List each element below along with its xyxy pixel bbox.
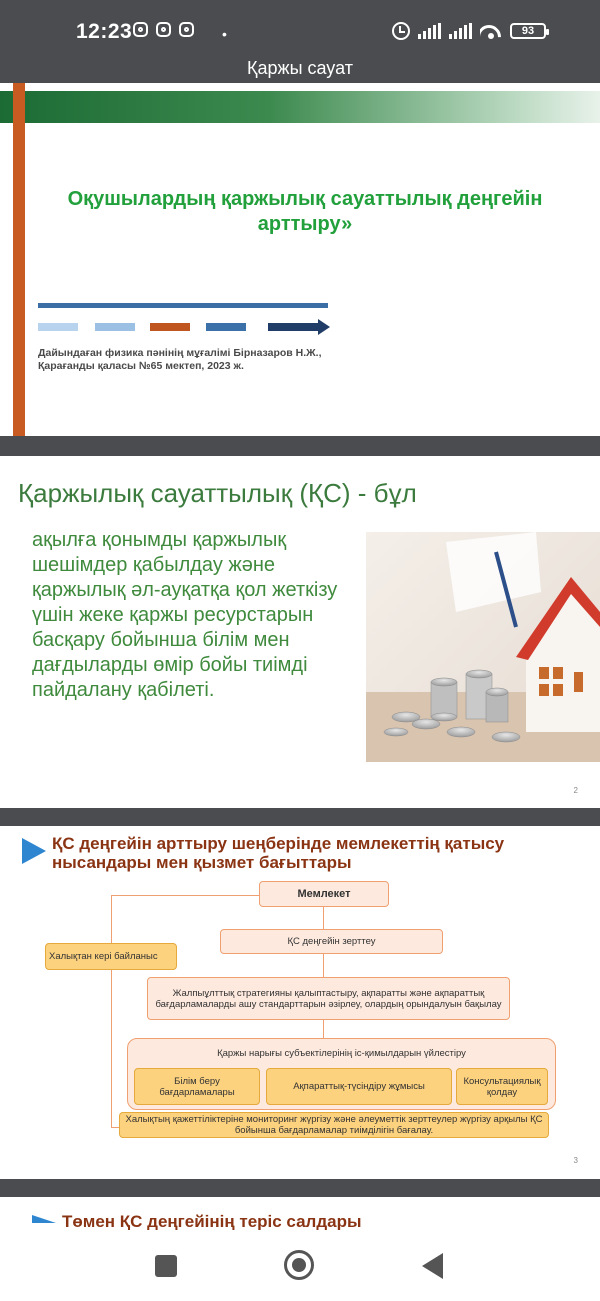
- education-box: Білім беру бағдарламалары: [134, 1068, 260, 1105]
- battery-level: 93: [521, 25, 535, 37]
- system-icons: [392, 22, 546, 40]
- more-notifications-dot: •: [222, 26, 227, 42]
- coordination-label: Қаржы нарығы субъектілерінің іс-қимылдарын үйлестіру: [217, 1048, 466, 1059]
- wifi-icon: [480, 23, 502, 39]
- slide-3-title: ҚС деңгейін арттыру шеңберінде мемлекеттің қатысу нысандары мен қызмет бағыттары: [52, 834, 505, 872]
- document-title: Қаржы сауат: [247, 58, 353, 78]
- battery-icon: [510, 23, 546, 39]
- recent-apps-button[interactable]: [155, 1255, 177, 1277]
- instagram-icon: [133, 22, 148, 37]
- decorative-segment: [95, 323, 135, 331]
- slide-2-definition: ақылға қонымды қаржылық шешімдер қабылдау және қаржылық әл-ауқатқа қол жеткізу үшін жеке қаржы ресурстарын басқару бойынша білім мен дағдыларды өмір бойы тиімді пайдалану қабілеті.: [32, 529, 338, 701]
- info-work-box: Ақпараттық-түсіндіру жұмысы: [266, 1068, 452, 1105]
- status-time: 12:23: [76, 20, 133, 43]
- slide-2[interactable]: [0, 456, 600, 808]
- home-button[interactable]: [284, 1250, 314, 1280]
- decorative-line: [38, 303, 328, 308]
- triangle-bullet-icon: [32, 1215, 56, 1223]
- feedback-box: Халықтан кері байланыс: [45, 943, 177, 970]
- house-coins-photo: [366, 532, 600, 762]
- status-bar: [0, 0, 600, 78]
- slide-4[interactable]: [0, 1197, 600, 1230]
- slide-3[interactable]: [0, 826, 600, 1179]
- slide-2-page-number: 2: [573, 786, 578, 795]
- alarm-icon: [392, 22, 410, 40]
- connector-line: [111, 895, 112, 1127]
- state-box: Мемлекет: [259, 881, 389, 907]
- decorative-arrow: [268, 323, 320, 331]
- decorative-segment: [150, 323, 190, 331]
- instagram-icon: [179, 22, 194, 37]
- slide-1[interactable]: [0, 83, 600, 436]
- slide-1-title: Оқушылардың қаржылық сауаттылық деңгейін арттыру»: [67, 188, 543, 235]
- signal-icon: [418, 23, 441, 39]
- monitoring-box: Халықтың қажеттіліктеріне мониторинг жүргізу және әлеуметтік зерттеулер жүргізу арқылы ҚС бойынша бағдарламалар тиімділігін бағалау.: [119, 1112, 549, 1138]
- strategy-box: Жалпыұлттық стратегияны қалыптастыру, ақпаратты және ақпараттық бағдарламаларды ашу стандарттарын әзірлеу, олардың орындалуын бақылау: [147, 977, 510, 1020]
- green-header-band: [0, 91, 600, 123]
- slide-3-page-number: 3: [573, 1156, 578, 1165]
- connector-line: [111, 895, 259, 896]
- slide-2-title: Қаржылық сауаттылық (ҚС) - бұл: [18, 478, 417, 508]
- decorative-segment: [206, 323, 246, 331]
- connector-line: [323, 1020, 324, 1038]
- slide-4-title: Төмен ҚС деңгейінің теріс салдары: [62, 1212, 362, 1230]
- connector-line: [323, 907, 324, 929]
- connector-line: [111, 1127, 119, 1128]
- consulting-box: Консультациялық қолдау: [456, 1068, 548, 1105]
- signal-icon: [449, 23, 472, 39]
- research-box: ҚС деңгейін зерттеу: [220, 929, 443, 954]
- connector-line: [323, 954, 324, 977]
- arrow-head-icon: [318, 319, 330, 335]
- navigation-bar: [0, 1230, 600, 1301]
- orange-side-bar: [13, 83, 25, 436]
- instagram-icon: [156, 22, 171, 37]
- notification-icons: [133, 22, 194, 37]
- back-button[interactable]: [422, 1253, 443, 1279]
- decorative-segment: [38, 323, 78, 331]
- triangle-bullet-icon: [22, 838, 46, 864]
- slide-1-author: Дайындаған физика пәнінің мұғалімі Бірназаров Н.Ж., Қарағанды қаласы №65 мектеп, 2023 ж.: [38, 347, 322, 372]
